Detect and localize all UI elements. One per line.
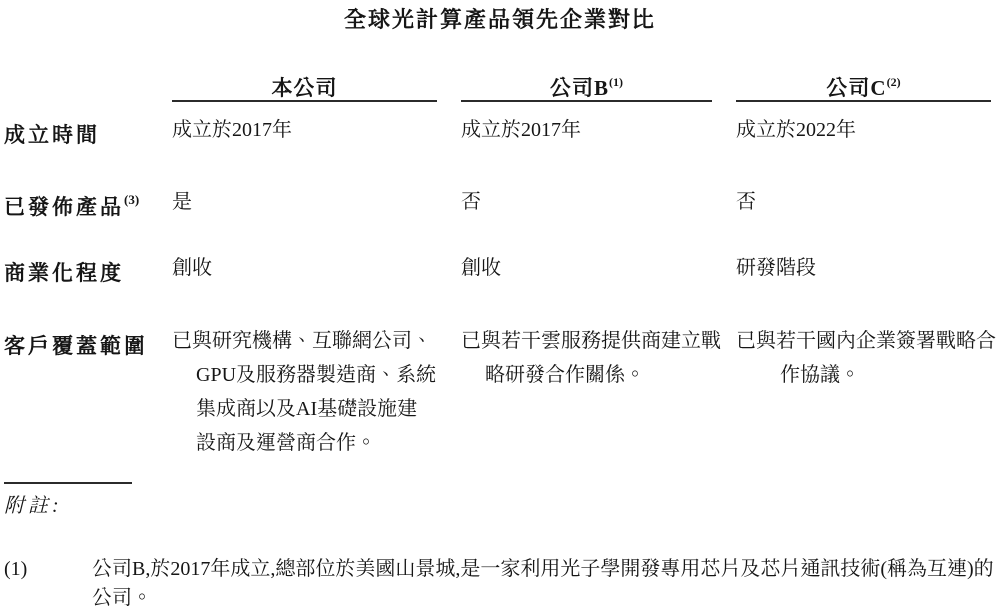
row-label-text: 成立時間 [4, 123, 100, 147]
table-cell: 研發階段 [736, 257, 816, 279]
column-header-label: 本公司 [271, 76, 338, 100]
row-label-text: 商業化程度 [4, 261, 124, 285]
table-cell: 否 [736, 191, 756, 213]
notes-heading: 附註: [4, 495, 63, 517]
column-header-footnote-ref: (1) [609, 75, 623, 89]
row-label [4, 185, 172, 224]
column-header-label: 公司C [826, 76, 887, 100]
table-cell: 已與若干國內企業簽署戰略合作協議。 [736, 330, 996, 386]
column-header-company-c [736, 72, 991, 102]
footnote-number: (1) [4, 558, 28, 580]
row-label [4, 113, 172, 152]
table-row-founding-time [4, 113, 1000, 152]
column-header-our-company [172, 72, 437, 102]
table-cell: 成立於2017年 [172, 119, 292, 141]
column-header-label: 公司B [549, 76, 609, 100]
table-cell: 成立於2022年 [736, 119, 856, 141]
table-cell: 已與研究機構、互聯網公司、GPU及服務器製造商、系統集成商以及AI基礎設施建設商及運營商合作。 [172, 330, 437, 454]
table-row-released-products [4, 185, 1000, 224]
table-cell: 創收 [461, 257, 501, 279]
table-cell: 創收 [172, 257, 212, 279]
table-cell: 是 [172, 191, 192, 213]
footnote-divider [4, 482, 132, 484]
comparison-table [4, 72, 1000, 460]
document-page [0, 6, 1000, 609]
footnote-text: 公司B,於2017年成立,總部位於美國山景城,是一家利用光子學開發專用芯片及芯片通訊技術(稱為互連)的公司。 [92, 558, 994, 609]
table-cell: 否 [461, 191, 481, 213]
row-label [4, 324, 172, 363]
table-cell: 已與若干雲服務提供商建立戰略研發合作關係。 [461, 330, 721, 386]
column-header-company-b [461, 72, 712, 102]
table-cell: 成立於2017年 [461, 119, 581, 141]
table-row-commercialization [4, 251, 1000, 290]
table-header-row [4, 72, 1000, 102]
footnote-1 [4, 555, 996, 613]
row-label [4, 251, 172, 290]
table-row-customer-coverage [4, 324, 1000, 460]
row-label-text: 已發佈產品 [4, 195, 124, 219]
column-header-footnote-ref: (2) [886, 75, 901, 89]
row-label-footnote-ref: (3) [124, 192, 140, 207]
row-label-text: 客戶覆蓋範圍 [4, 334, 148, 358]
page-title: 全球光計算產品領先企業對比 [343, 7, 656, 32]
